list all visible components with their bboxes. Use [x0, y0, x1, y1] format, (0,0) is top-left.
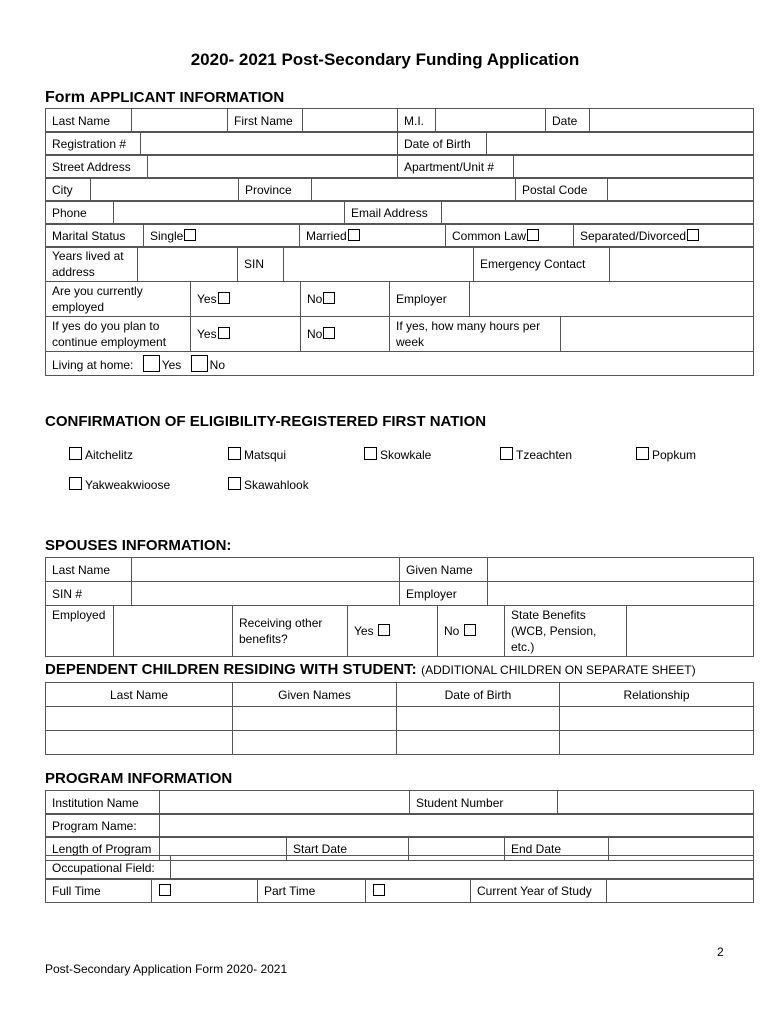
aitchelitz-checkbox[interactable] [69, 447, 82, 460]
dependents-col-given-names: Given Names [233, 683, 397, 707]
program-name-field[interactable] [160, 814, 754, 838]
spouse-state-benefits-field[interactable] [627, 606, 754, 657]
institution-label: Institution Name [46, 791, 160, 815]
full-time-option[interactable] [152, 879, 258, 903]
page-number: 2 [717, 945, 724, 959]
table-row [46, 731, 754, 755]
applicant-heading-text: APPLICANT INFORMATION [89, 89, 285, 106]
dependents-note: (ADDITIONAL CHILDREN ON SEPARATE SHEET) [421, 663, 696, 677]
part-time-option[interactable] [366, 879, 471, 903]
nation-tzeachten[interactable] [500, 447, 572, 462]
end-date-label: End Date [505, 837, 609, 861]
occupational-label: Occupational Field: [46, 856, 171, 880]
applicant-table-row2 [45, 131, 754, 156]
full-time-label: Full Time [46, 879, 152, 903]
skawahlook-label: Skawahlook [244, 478, 309, 492]
spouse-employed-label: Employed [46, 606, 114, 657]
sin-field[interactable] [284, 247, 474, 282]
continue-yes-checkbox[interactable] [218, 327, 230, 339]
spouse-given-name-field[interactable] [488, 558, 754, 582]
living-home-row [46, 352, 754, 376]
applicant-heading [45, 89, 284, 107]
matsqui-label: Matsqui [244, 448, 287, 462]
applicant-table-row8 [45, 281, 754, 317]
spouse-yes-label: Yes [354, 624, 374, 638]
dependent-cell[interactable] [233, 707, 397, 731]
spouse-receiving-label: Receiving other benefits? [233, 606, 348, 657]
student-number-label: Student Number [410, 791, 558, 815]
continue-no[interactable] [301, 317, 390, 352]
single-checkbox[interactable] [184, 229, 196, 241]
common-law-option[interactable] [446, 224, 574, 248]
dependent-cell[interactable] [397, 731, 560, 755]
dependent-cell[interactable] [560, 707, 754, 731]
spouse-yes-option[interactable] [348, 606, 438, 657]
single-option[interactable] [144, 224, 300, 248]
program-table-row2 [45, 813, 754, 838]
popkum-checkbox[interactable] [636, 447, 649, 460]
dependent-cell[interactable] [233, 731, 397, 755]
province-label: Province [239, 178, 312, 202]
married-option[interactable] [300, 224, 446, 248]
date-field[interactable] [590, 109, 754, 133]
spouse-given-name-label: Given Name [400, 558, 488, 582]
apt-label: Apartment/Unit # [398, 155, 514, 179]
postal-field[interactable] [608, 178, 754, 202]
mi-field[interactable] [436, 109, 546, 133]
employed-yes-checkbox[interactable] [218, 292, 230, 304]
last-name-label: Last Name [46, 109, 132, 133]
spouse-no-option[interactable] [438, 606, 505, 657]
applicant-table-row7 [45, 246, 754, 282]
living-home-label: Living at home: [52, 357, 134, 372]
postal-label: Postal Code [516, 178, 608, 202]
yakweakwioose-checkbox[interactable] [69, 477, 82, 490]
married-checkbox[interactable] [348, 229, 360, 241]
employed-no-checkbox[interactable] [323, 292, 335, 304]
hours-field[interactable] [561, 317, 754, 352]
emergency-field[interactable] [610, 247, 754, 282]
dependents-col-dob: Date of Birth [397, 683, 560, 707]
program-name-label: Program Name: [46, 814, 160, 838]
skawahlook-checkbox[interactable] [228, 477, 241, 490]
applicant-table-row5 [45, 200, 754, 225]
program-table-row4 [45, 855, 754, 880]
spouse-last-name-field[interactable] [132, 558, 400, 582]
registration-field[interactable] [141, 132, 398, 156]
matsqui-checkbox[interactable] [228, 447, 241, 460]
skowkale-checkbox[interactable] [364, 447, 377, 460]
tzeachten-checkbox[interactable] [500, 447, 513, 460]
province-field[interactable] [312, 178, 516, 202]
living-no-label: No [209, 357, 225, 372]
emergency-label: Emergency Contact [474, 247, 610, 282]
occupational-field[interactable] [171, 856, 754, 880]
continue-yes[interactable] [191, 317, 301, 352]
current-year-field[interactable] [607, 879, 754, 903]
nation-yakweakwioose[interactable] [69, 477, 170, 492]
spouse-heading: SPOUSES INFORMATION: [45, 537, 232, 554]
institution-field[interactable] [160, 791, 410, 815]
years-lived-field[interactable] [138, 247, 238, 282]
current-year-label: Current Year of Study [471, 879, 607, 903]
spouse-yes-checkbox[interactable] [378, 624, 390, 636]
continue-label: If yes do you plan to continue employment [46, 317, 191, 352]
phone-field[interactable] [114, 201, 345, 225]
applicant-table-row10 [45, 351, 754, 376]
street-label: Street Address [46, 155, 148, 179]
page-title: 2020- 2021 Post-Secondary Funding Application [190, 50, 580, 69]
phone-label: Phone [46, 201, 114, 225]
nation-skawahlook[interactable] [228, 477, 309, 492]
employed-yes-label: Yes [197, 292, 217, 306]
applicant-table-row9 [45, 316, 754, 352]
part-time-checkbox[interactable] [373, 884, 385, 896]
hours-label: If yes, how many hours per week [390, 317, 561, 352]
applicant-table-row6 [45, 223, 754, 248]
years-lived-label: Years lived at address [46, 247, 138, 282]
employed-no-label: No [307, 292, 323, 306]
nation-skowkale[interactable] [364, 447, 431, 462]
continue-no-checkbox[interactable] [323, 327, 335, 339]
email-field[interactable] [442, 201, 754, 225]
street-field[interactable] [148, 155, 398, 179]
aitchelitz-label: Aitchelitz [85, 448, 134, 462]
tzeachten-label: Tzeachten [516, 448, 573, 462]
spouse-table [45, 557, 754, 606]
dependent-cell[interactable] [46, 731, 233, 755]
spouse-no-checkbox[interactable] [464, 624, 476, 636]
spouse-sin-field[interactable] [132, 582, 400, 606]
dependent-cell[interactable] [560, 731, 754, 755]
apt-field[interactable] [514, 155, 754, 179]
nation-popkum[interactable] [636, 447, 696, 462]
dependent-cell[interactable] [397, 707, 560, 731]
city-field[interactable] [91, 178, 239, 202]
dependents-col-relationship: Relationship [560, 683, 754, 707]
continue-yes-label: Yes [197, 327, 217, 341]
spouse-sin-label: SIN # [46, 582, 132, 606]
spouse-employer-field[interactable] [488, 582, 754, 606]
popkum-label: Popkum [652, 448, 697, 462]
skowkale-label: Skowkale [380, 448, 432, 462]
start-date-label: Start Date [287, 837, 409, 861]
applicant-table-row4 [45, 177, 754, 202]
employed-no[interactable] [301, 282, 390, 317]
footer-text: Post-Secondary Application Form 2020- 2021 [45, 962, 288, 976]
common-law-checkbox[interactable] [527, 229, 539, 241]
spouse-table-row3 [45, 605, 754, 657]
program-table-row1 [45, 790, 754, 815]
spouse-employed-field[interactable] [114, 606, 233, 657]
city-label: City [46, 178, 91, 202]
spouse-last-name-label: Last Name [46, 558, 132, 582]
spouse-no-label: No [444, 624, 460, 638]
yakweakwioose-label: Yakweakwioose [85, 478, 171, 492]
first-name-label: First Name [228, 109, 303, 133]
last-name-field[interactable] [132, 109, 228, 133]
dependents-heading [45, 661, 696, 679]
program-table-row5 [45, 878, 754, 903]
applicant-table-row1 [45, 108, 754, 133]
continue-no-label: No [307, 327, 323, 341]
eligibility-heading: CONFIRMATION OF ELIGIBILITY-REGISTERED FIRST NATION [45, 413, 487, 430]
common-law-label: Common Law [452, 228, 527, 243]
length-label: Length of Program [46, 837, 160, 861]
nation-matsqui[interactable] [228, 447, 286, 462]
living-no-checkbox[interactable] [191, 355, 208, 372]
married-label: Married [306, 228, 347, 243]
marital-label: Marital Status [46, 224, 144, 248]
date-label: Date [546, 109, 590, 133]
sin-label: SIN [238, 247, 284, 282]
registration-label: Registration # [46, 132, 141, 156]
employer-field[interactable] [470, 282, 754, 317]
dependents-table [45, 682, 754, 755]
part-time-label: Part Time [258, 879, 366, 903]
dob-label: Date of Birth [398, 132, 487, 156]
living-yes-label: Yes [161, 357, 182, 372]
separated-label: Separated/Divorced [580, 228, 687, 243]
single-label: Single [150, 228, 184, 243]
employed-label: Are you currently employed [46, 282, 191, 317]
living-yes-checkbox[interactable] [143, 355, 160, 372]
separated-checkbox[interactable] [687, 229, 699, 241]
form-prefix: Form [45, 89, 85, 106]
employer-label: Employer [390, 282, 470, 317]
full-time-checkbox[interactable] [159, 884, 171, 896]
employed-yes[interactable] [191, 282, 301, 317]
table-row [46, 707, 754, 731]
dependent-cell[interactable] [46, 707, 233, 731]
applicant-table-row3 [45, 154, 754, 179]
mi-label: M.I. [398, 109, 436, 133]
dob-field[interactable] [487, 132, 754, 156]
dependents-heading-text: DEPENDENT CHILDREN RESIDING WITH STUDENT: [45, 661, 417, 678]
spouse-state-benefits-label: State Benefits (WCB, Pension, etc.) [505, 606, 627, 657]
email-label: Email Address [345, 201, 442, 225]
student-number-field[interactable] [558, 791, 754, 815]
dependents-col-last-name: Last Name [46, 683, 233, 707]
spouse-employer-label: Employer [400, 582, 488, 606]
program-heading: PROGRAM INFORMATION [45, 770, 233, 787]
separated-option[interactable] [574, 224, 754, 248]
first-name-field[interactable] [303, 109, 398, 133]
nation-aitchelitz[interactable] [69, 447, 133, 462]
